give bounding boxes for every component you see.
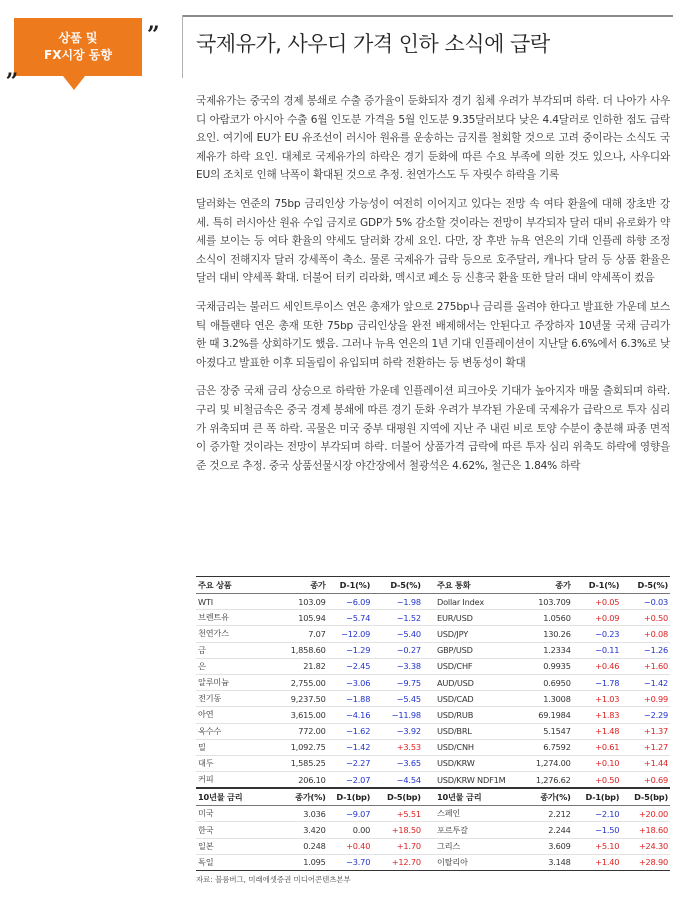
table-cell: −1.29 bbox=[328, 642, 373, 658]
table-cell: 옥수수 bbox=[196, 723, 271, 739]
table-cell: −6.09 bbox=[328, 594, 373, 610]
table-cell: −3.92 bbox=[372, 723, 423, 739]
table-cell: −1.52 bbox=[372, 610, 423, 626]
market-table bbox=[196, 576, 670, 788]
table-cell: −5.45 bbox=[372, 691, 423, 707]
col-header: 종가(%) bbox=[271, 789, 328, 806]
table-row bbox=[196, 755, 670, 771]
table-cell: 1.2334 bbox=[510, 642, 573, 658]
table-cell: 브렌트유 bbox=[196, 610, 271, 626]
table-cell: +0.09 bbox=[573, 610, 622, 626]
table-cell: 1,858.60 bbox=[271, 642, 328, 658]
table-cell: −2.29 bbox=[621, 707, 670, 723]
table-cell: −3.70 bbox=[328, 854, 373, 870]
table-row bbox=[196, 854, 670, 870]
article-body bbox=[196, 92, 670, 485]
table-cell: AUD/USD bbox=[435, 674, 510, 690]
table-cell: 1,274.00 bbox=[510, 755, 573, 771]
bond-table-body bbox=[196, 806, 670, 871]
badge-line-1: 상품 및 bbox=[58, 31, 98, 45]
col-header: 10년물 금리 bbox=[196, 789, 271, 806]
col-header: D-1(%) bbox=[328, 577, 373, 594]
table-cell: 3.148 bbox=[510, 854, 573, 870]
table-row bbox=[196, 626, 670, 642]
table-cell: 2.244 bbox=[510, 822, 573, 838]
table-cell: 1.095 bbox=[271, 854, 328, 870]
table-cell: +1.44 bbox=[621, 755, 670, 771]
table-cell: +0.10 bbox=[573, 755, 622, 771]
badge-pointer bbox=[63, 76, 85, 90]
table-cell: 1.3008 bbox=[510, 691, 573, 707]
table-cell: USD/RUB bbox=[435, 707, 510, 723]
table-cell: +1.60 bbox=[621, 658, 670, 674]
table-cell: Dollar Index bbox=[435, 594, 510, 610]
table-cell: 알루미늄 bbox=[196, 674, 271, 690]
table-row bbox=[196, 838, 670, 854]
table-cell: −3.65 bbox=[372, 755, 423, 771]
table-cell: −1.98 bbox=[372, 594, 423, 610]
table-row bbox=[196, 691, 670, 707]
table-cell: +0.61 bbox=[573, 739, 622, 755]
table-cell: −11.98 bbox=[372, 707, 423, 723]
table-cell: −9.07 bbox=[328, 806, 373, 822]
col-header: 종가(%) bbox=[510, 789, 573, 806]
table-cell: −1.62 bbox=[328, 723, 373, 739]
table-cell: USD/JPY bbox=[435, 626, 510, 642]
table-cell: +18.60 bbox=[621, 822, 670, 838]
col-header: D-1(%) bbox=[573, 577, 622, 594]
table-cell: 130.26 bbox=[510, 626, 573, 642]
table-row bbox=[196, 674, 670, 690]
table-cell: −3.06 bbox=[328, 674, 373, 690]
table-cell: 21.82 bbox=[271, 658, 328, 674]
col-header: D-5(%) bbox=[372, 577, 423, 594]
table-cell: −12.09 bbox=[328, 626, 373, 642]
table-cell: 6.7592 bbox=[510, 739, 573, 755]
table-cell: 69.1984 bbox=[510, 707, 573, 723]
bond-table bbox=[196, 788, 670, 871]
section-badge bbox=[14, 18, 142, 76]
market-table-header bbox=[196, 577, 670, 594]
table-cell: +0.46 bbox=[573, 658, 622, 674]
table-cell: +12.70 bbox=[372, 854, 423, 870]
market-data-tables bbox=[196, 576, 670, 871]
table-cell: USD/BRL bbox=[435, 723, 510, 739]
table-row bbox=[196, 822, 670, 838]
col-header: 종가 bbox=[510, 577, 573, 594]
table-cell: GBP/USD bbox=[435, 642, 510, 658]
header-rule bbox=[182, 15, 673, 17]
table-cell: +0.99 bbox=[621, 691, 670, 707]
table-cell: −0.11 bbox=[573, 642, 622, 658]
table-cell: −1.50 bbox=[573, 822, 622, 838]
table-cell: 천연가스 bbox=[196, 626, 271, 642]
table-cell: 0.00 bbox=[328, 822, 373, 838]
table-row bbox=[196, 806, 670, 822]
table-cell: +0.50 bbox=[573, 772, 622, 788]
table-cell: −0.03 bbox=[621, 594, 670, 610]
table-cell: 772.00 bbox=[271, 723, 328, 739]
col-header: D-5(%) bbox=[621, 577, 670, 594]
table-cell: +0.50 bbox=[621, 610, 670, 626]
page-title: 국제유가, 사우디 가격 인하 소식에 급락 bbox=[196, 32, 550, 56]
paragraph-oil: 국제유가는 중국의 경제 봉쇄로 수출 증가율이 둔화되자 경기 침체 우려가 부각되며 하락. 더 나아가 사우디 아람코가 아시아 수출 6월 인도분 가격을 5월 인도분 9.35달러보다 낮은 4.4달러로 인하한 점도 급락 요인. 여기에 EU가 EU 유조선이 러시아 원유를 운송하는 금지를 철회할 것으로 고려 중이라는 소식도 국제유가 하락 요인. 대체로 국제유가의 하락은 경기 둔화에 따른 수요 부족에 의한 것도 있으나, 사우디와 EU의 조치로 인해 낙폭이 확대된 것으로 추정. 천연가스도 두 자릿수 하락을 기록 bbox=[196, 95, 670, 182]
table-cell: 0.6950 bbox=[510, 674, 573, 690]
table-cell: +3.53 bbox=[372, 739, 423, 755]
table-cell: −5.74 bbox=[328, 610, 373, 626]
paragraph-treasury: 국채금리는 불러드 세인트루이스 연은 총재가 앞으로 275bp나 금리를 올려야 한다고 발표한 가운데 보스틱 애틀랜타 연은 총재 또한 75bp 금리인상을 완전 배제해서는 안된다고 주장하자 10년물 국채 금리가 한 때 3.2%를 상회하기도 했음. 그러나 뉴욕 연은의 1년 기대 인플레이션이 지난달 6.6%에서 6.3%로 낮아졌다고 발표한 이후 되돌림이 유입되며 하락 전환하는 등 변동성이 확대 bbox=[196, 300, 670, 369]
col-header: 10년물 금리 bbox=[435, 789, 510, 806]
table-cell: 2,755.00 bbox=[271, 674, 328, 690]
table-cell: 3.036 bbox=[271, 806, 328, 822]
table-cell: 아연 bbox=[196, 707, 271, 723]
col-header: 주요 상품 bbox=[196, 577, 271, 594]
table-cell: 일본 bbox=[196, 838, 271, 854]
table-cell: 0.248 bbox=[271, 838, 328, 854]
table-cell: +0.05 bbox=[573, 594, 622, 610]
table-row bbox=[196, 772, 670, 788]
table-cell: 포르투갈 bbox=[435, 822, 510, 838]
table-cell: −1.42 bbox=[621, 674, 670, 690]
col-header: D-5(bp) bbox=[621, 789, 670, 806]
table-cell: +1.03 bbox=[573, 691, 622, 707]
table-cell: WTI bbox=[196, 594, 271, 610]
table-cell: EUR/USD bbox=[435, 610, 510, 626]
table-cell: 103.709 bbox=[510, 594, 573, 610]
table-cell: −1.42 bbox=[328, 739, 373, 755]
table-cell: +5.51 bbox=[372, 806, 423, 822]
table-cell: +24.30 bbox=[621, 838, 670, 854]
paragraph-commodities: 금은 장중 국채 금리 상승으로 하락한 가운데 인플레이션 피크아웃 기대가 높아지자 매물 출회되며 하락. 구리 및 비철금속은 중국 경제 봉쇄에 따른 경기 둔화 우려가 부각된 가운데 국제유가 급락으로 투자 심리가 위축되며 큰 폭 하락. 곡물은 미국 중부 대평원 지역에 지난 주 내린 비로 토양 수분이 충분해 파종 면적이 증가할 것이라는 전망이 부각되며 하락. 더불어 상품가격 급락에 따른 투자 심리 위축도 하락에 영향을 준 것으로 추정. 중국 상품선물시장 야간장에서 철광석은 4.62%, 철근은 1.84% 하락 bbox=[196, 385, 670, 472]
table-cell: 1.0560 bbox=[510, 610, 573, 626]
table-cell: +28.90 bbox=[621, 854, 670, 870]
table-cell: −1.26 bbox=[621, 642, 670, 658]
table-row bbox=[196, 658, 670, 674]
table-cell: 9,237.50 bbox=[271, 691, 328, 707]
table-cell: −2.10 bbox=[573, 806, 622, 822]
table-cell: +0.69 bbox=[621, 772, 670, 788]
col-header: D-5(bp) bbox=[372, 789, 423, 806]
table-cell: 대두 bbox=[196, 755, 271, 771]
table-cell: +1.40 bbox=[573, 854, 622, 870]
table-cell: 3.609 bbox=[510, 838, 573, 854]
table-cell: +0.08 bbox=[621, 626, 670, 642]
table-cell: 그리스 bbox=[435, 838, 510, 854]
table-cell: 전기동 bbox=[196, 691, 271, 707]
table-row bbox=[196, 642, 670, 658]
table-cell: +1.37 bbox=[621, 723, 670, 739]
table-cell: 7.07 bbox=[271, 626, 328, 642]
table-cell: +1.70 bbox=[372, 838, 423, 854]
paragraph-dollar: 달러화는 연준의 75bp 금리인상 가능성이 여전히 이어지고 있다는 전망 속 여타 환율에 대해 장초반 강세. 특히 러시아산 원유 수입 금지로 GDP가 5% 감소할 것이라는 전망이 부각되자 달러 대비 유로화가 약세를 보이는 등 여타 환율의 약세도 달러화 강세 요인. 다만, 장 후반 뉴욕 연은의 기대 인플레 하향 조정 소식이 전해지자 달러 강세폭이 축소. 물론 국제유가 급락 등으로 호주달러, 캐나다 달러 등 상품 환율은 달러 대비 약세폭 확대. 더불어 터키 리라화, 멕시코 페소 등 신흥국 환율 또한 달러 대비 약세폭이 컸음 bbox=[196, 197, 670, 285]
table-cell: 3,615.00 bbox=[271, 707, 328, 723]
table-row bbox=[196, 723, 670, 739]
table-cell: 한국 bbox=[196, 822, 271, 838]
table-cell: +1.27 bbox=[621, 739, 670, 755]
table-cell: 2.212 bbox=[510, 806, 573, 822]
table-row bbox=[196, 594, 670, 610]
table-cell: −1.78 bbox=[573, 674, 622, 690]
table-cell: 5.1547 bbox=[510, 723, 573, 739]
table-cell: 1,276.62 bbox=[510, 772, 573, 788]
table-cell: −0.23 bbox=[573, 626, 622, 642]
table-cell: 미국 bbox=[196, 806, 271, 822]
source-note: 자료: 블룸버그, 미래에셋증권 미디어콘텐츠본부 bbox=[196, 875, 351, 884]
close-quote-mark: ” bbox=[147, 22, 160, 48]
table-cell: −0.27 bbox=[372, 642, 423, 658]
table-cell: −3.38 bbox=[372, 658, 423, 674]
table-cell: 103.09 bbox=[271, 594, 328, 610]
table-row bbox=[196, 739, 670, 755]
open-quote-mark: „ bbox=[6, 56, 19, 82]
col-header: 종가 bbox=[271, 577, 328, 594]
table-cell: 3.420 bbox=[271, 822, 328, 838]
table-cell: 은 bbox=[196, 658, 271, 674]
col-header: D-1(bp) bbox=[573, 789, 622, 806]
table-cell: −2.07 bbox=[328, 772, 373, 788]
table-cell: 밀 bbox=[196, 739, 271, 755]
table-cell: USD/KRW bbox=[435, 755, 510, 771]
table-cell: +1.83 bbox=[573, 707, 622, 723]
col-header: 주요 통화 bbox=[435, 577, 510, 594]
table-cell: −2.27 bbox=[328, 755, 373, 771]
table-cell: +20.00 bbox=[621, 806, 670, 822]
table-cell: 1,585.25 bbox=[271, 755, 328, 771]
table-cell: 스페인 bbox=[435, 806, 510, 822]
table-cell: USD/KRW NDF1M bbox=[435, 772, 510, 788]
table-cell: USD/CAD bbox=[435, 691, 510, 707]
table-cell: +1.48 bbox=[573, 723, 622, 739]
table-row bbox=[196, 610, 670, 626]
table-cell: −1.88 bbox=[328, 691, 373, 707]
table-cell: −4.54 bbox=[372, 772, 423, 788]
col-header: D-1(bp) bbox=[328, 789, 373, 806]
header-divider bbox=[182, 15, 183, 78]
table-cell: −9.75 bbox=[372, 674, 423, 690]
table-cell: −4.16 bbox=[328, 707, 373, 723]
table-cell: +18.50 bbox=[372, 822, 423, 838]
table-cell: USD/CHF bbox=[435, 658, 510, 674]
table-cell: 1,092.75 bbox=[271, 739, 328, 755]
table-cell: +0.40 bbox=[328, 838, 373, 854]
table-cell: −2.45 bbox=[328, 658, 373, 674]
table-row bbox=[196, 707, 670, 723]
badge-line-2: FX시장 동향 bbox=[44, 48, 112, 62]
table-cell: 커피 bbox=[196, 772, 271, 788]
bond-table-header bbox=[196, 789, 670, 806]
table-cell: 이탈리아 bbox=[435, 854, 510, 870]
table-cell: 금 bbox=[196, 642, 271, 658]
table-cell: 206.10 bbox=[271, 772, 328, 788]
table-cell: USD/CNH bbox=[435, 739, 510, 755]
market-table-body bbox=[196, 594, 670, 788]
table-cell: −5.40 bbox=[372, 626, 423, 642]
table-cell: 105.94 bbox=[271, 610, 328, 626]
table-cell: +5.10 bbox=[573, 838, 622, 854]
table-cell: 0.9935 bbox=[510, 658, 573, 674]
table-cell: 독일 bbox=[196, 854, 271, 870]
